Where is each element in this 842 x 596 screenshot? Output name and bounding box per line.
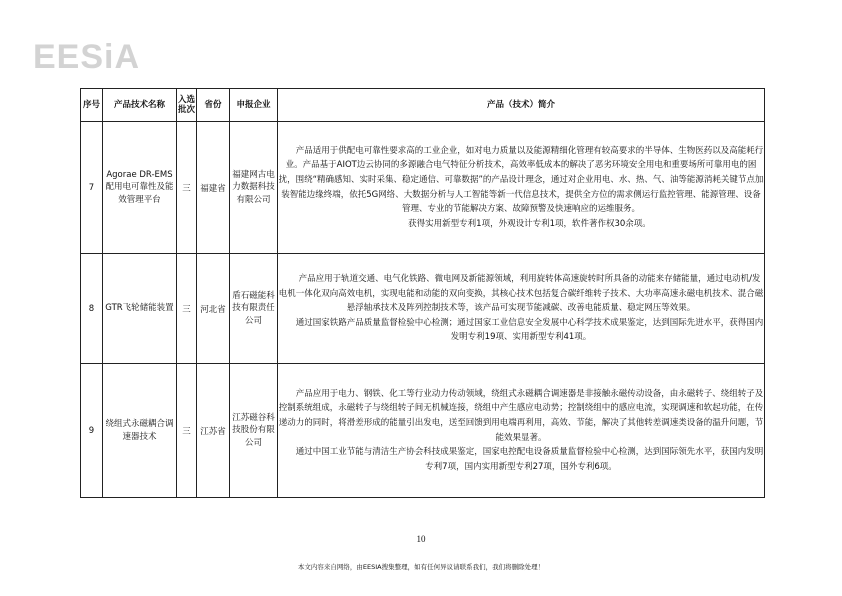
header-company: 申报企业: [230, 89, 278, 122]
description-paragraph: 产品应用于电力、钢铁、化工等行业动力传动领域，绕组式永磁耦合调速器是非接触永磁传动设备，由永磁转子、绕组转子及控制系统组成，永磁转子与绕组转子间无机械连接，绕组中产生感应电动势；控制绕组中的感应电流，实现调速和软起功能，在传递动力的同时，将滑差形成的能量引出发电，送至回馈到用电端再利用，高效、节能，解决了其他转差调速类设备的温升问题，节能效果显著。: [278, 388, 764, 443]
row-number: 7: [81, 122, 103, 254]
province: 江苏省: [197, 364, 230, 498]
product-table: [80, 88, 765, 498]
header-no: 序号: [81, 89, 103, 122]
company: 盾石磁能科技有限责任公司: [230, 254, 278, 364]
row-number: 9: [81, 364, 103, 498]
footer-disclaimer: 本文内容来自网络，由EESIA搜集整理，如有任何异议请联系我们，我们将删除处理！: [297, 563, 545, 571]
company: 福建网古电力数据科技有限公司: [230, 122, 278, 254]
header-product-name: 产品技术名称: [103, 89, 177, 122]
description-paragraph: 通过中国工业节能与清洁生产协会科技成果鉴定，国家电控配电设备质量监督检验中心检测，达到国际领先水平，获国内发明专利7项，国内实用新型专利27项，国外专利6项。: [295, 447, 764, 472]
description: [278, 364, 765, 498]
table-row: [81, 122, 765, 254]
row-number: 8: [81, 254, 103, 364]
company: 江苏磁谷科技股份有限公司: [230, 364, 278, 498]
description: [278, 122, 765, 254]
batch: 三: [177, 122, 197, 254]
table-row: [81, 364, 765, 498]
page-number: 10: [416, 534, 426, 544]
description-paragraph: 通过国家铁路产品质量监督检验中心检测；通过国家工业信息安全发展中心科学技术成果鉴定，达到国际先进水平，获得国内发明专利19项、实用新型专利41项。: [295, 317, 764, 343]
table-row: [81, 254, 765, 364]
eesia-logo: EESiA: [33, 38, 141, 76]
description-paragraph: 产品适用于供配电可靠性要求高的工业企业，如对电力质量以及能源精细化管理有较高要求的半导体、生物医药以及高能耗行业。产品基于AIOT边云协同的多源融合电气特征分析技术，高效率低成本的解决了恶劣环境安全用电和重要场所可靠用电的困扰，围绕“精确感知、实时采集、稳定通信、可靠数据”的产品设计理念，通过对企业用电、水、热、气、油等能源消耗关键节点加装智能边缘终端，依托5G网络、大数据分析与人工智能等新一代信息技术，提供全方位的需求侧运行监控管理、能源管理、设备管理、专业的节能解决方案、故障预警及快速响应的运维服务。: [278, 145, 764, 215]
description-paragraph: 获得实用新型专利1项，外观设计专利1项，软件著作权30余项。: [408, 218, 651, 229]
batch: 三: [177, 254, 197, 364]
header-batch: 入选批次: [177, 89, 197, 122]
product-name: GTR飞轮储能装置: [103, 254, 177, 364]
province: 河北省: [197, 254, 230, 364]
header-description: 产品（技术）简介: [278, 89, 765, 122]
table-header-row: [81, 89, 765, 122]
description: [278, 254, 765, 364]
header-province: 省份: [197, 89, 230, 122]
province: 福建省: [197, 122, 230, 254]
batch: 三: [177, 364, 197, 498]
product-name: Agorae DR-EMS 配用电可靠性及能效管理平台: [103, 122, 177, 254]
description-paragraph: 产品应用于轨道交通、电气化铁路、微电网及新能源领域，利用旋转体高速旋转时所具备的动能来存储能量，通过电动机/发电机一体化双向高效电机，实现电能和动能的双向变换，其核心技术包括复合碳纤维转子技术、大功率高速永磁电机技术、混合磁悬浮轴承技术及阵列控制技术等，该产品可实现节能减碳、改善电能质量、稳定网压等效果。: [278, 273, 764, 314]
product-name: 绕组式永磁耦合调速器技术: [103, 364, 177, 498]
